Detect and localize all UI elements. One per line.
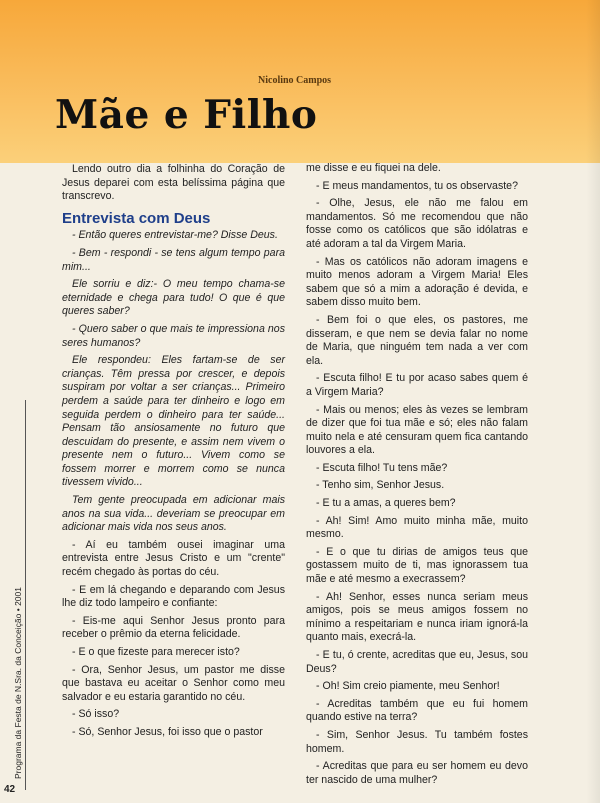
dialogue-paragraph: - Acreditas também que eu fui homem quando estive na terra?: [306, 697, 528, 724]
text-column-left: [62, 163, 285, 744]
publication-caption: Programa da Festa de N.Sra. da Conceição • 2001: [13, 587, 23, 779]
dialogue-paragraph: Ele sorriu e diz:- O meu tempo chama-se eternidade e chega para tudo! O que é que queres saber?: [62, 278, 285, 318]
dialogue-paragraph: - Então queres entrevistar-me? Disse Deus.: [72, 229, 278, 242]
margin-rule: [25, 400, 26, 790]
subheading: Entrevista com Deus: [62, 209, 211, 227]
dialogue-paragraph: - Ah! Senhor, esses nunca seriam meus amigos, pois se meus amigos fossem no mínimo a respeitariam e nunca iriam ignorá-la quanto mais, execrá-la.: [306, 590, 528, 644]
dialogue-paragraph: - E tu a amas, a queres bem?: [316, 497, 456, 510]
dialogue-paragraph: - Escuta filho! Tu tens mãe?: [316, 461, 448, 474]
text-column-right: [306, 162, 528, 791]
dialogue-paragraph: - Escuta filho! E tu por acaso sabes quem é a Virgem Maria?: [306, 372, 528, 398]
dialogue-paragraph: - E meus mandamentos, tu os observaste?: [316, 179, 518, 192]
dialogue-paragraph: - Mas os católicos não adoram imagens e muito menos adoram a Virgem Maria! Eles sabem que só a mim a adoração é devida, e sabem disso muito bem.: [306, 255, 528, 309]
dialogue-paragraph: - Bem - respondi - se tens algum tempo para mim...: [62, 246, 285, 273]
dialogue-paragraph: - Ah! Sim! Amo muito minha mãe, muito mesmo.: [306, 514, 528, 541]
dialogue-paragraph: - Bem foi o que eles, os pastores, me disseram, e que nem se devia falar no nome de Maria, que ninguém tem nada a ver com ela.: [306, 313, 528, 367]
dialogue-paragraph: - Acreditas que para eu ser homem eu devo ter nascido de uma mulher?: [306, 760, 528, 786]
dialogue-paragraph: Tem gente preocupada em adicionar mais anos na sua vida... deveriam se preocupar em adicionar mais vida nos seus anos.: [62, 494, 285, 534]
author-name: Nicolino Campos: [258, 75, 332, 86]
dialogue-paragraph: me disse e eu fiquei na dele.: [306, 162, 441, 174]
dialogue-paragraph: - Eis-me aqui Senhor Jesus pronto para receber o prêmio da eterna felicidade.: [62, 614, 285, 641]
column-left-body: [62, 229, 285, 739]
article-title: Mãe e Filho: [55, 92, 318, 138]
column-right-body: [306, 162, 528, 787]
page-edge-shadow: [586, 0, 600, 803]
dialogue-paragraph: - Ora, Senhor Jesus, um pastor me disse que bastava eu aceitar o Senhor como meu salvador e eu estaria garantido no céu.: [62, 663, 285, 703]
dialogue-paragraph: - Mais ou menos; eles às vezes se lembram de dizer que foi tua mãe e só; eles não falam muito nela e até censuram quem fica cantando louvores a ela.: [306, 403, 528, 457]
dialogue-paragraph: - Aí eu também ousei imaginar uma entrevista entre Jesus Cristo e um "crente" recém chegado às portas do céu.: [62, 538, 285, 579]
dialogue-paragraph: - E em lá chegando e deparando com Jesus lhe diz todo lampeiro e confiante:: [62, 583, 285, 610]
dialogue-paragraph: - Olhe, Jesus, ele não me falou em mandamentos. Só me recomendou que não fosse como os católicos que são idólatras e até adoram a tal da Virgem Maria.: [306, 197, 528, 250]
intro-paragraph: Lendo outro dia a folhinha do Coração de Jesus deparei com esta belíssima página que transcrevo.: [62, 163, 285, 203]
dialogue-paragraph: Ele respondeu: Eles fartam-se de ser crianças. Têm pressa por crescer, e depois suspiram por voltar a ser crianças... Primeiro perdem a saúde para ter dinheiro e logo em seguida perdem o dinheiro para ter saúde... Pensam tão ansiosamente no futuro que descuidam do presente, e assim nem vivem o presente nem o futuro... Vivem como se fossem morrer e morrem como se nunca tivessem vivido...: [62, 354, 285, 489]
dialogue-paragraph: - E o que tu dirias de amigos teus que gostassem muito de ti, mas ignorassem tua mãe e até mesmo a execrassem?: [306, 545, 528, 586]
dialogue-paragraph: - E tu, ó crente, acreditas que eu, Jesus, sou Deus?: [306, 649, 528, 675]
dialogue-paragraph: - Só, Senhor Jesus, foi isso que o pastor: [72, 725, 263, 738]
dialogue-paragraph: - Quero saber o que mais te impressiona nos seres humanos?: [62, 322, 285, 349]
dialogue-paragraph: - Sim, Senhor Jesus. Tu também fostes homem.: [306, 728, 528, 755]
dialogue-paragraph: - Tenho sim, Senhor Jesus.: [316, 479, 445, 492]
dialogue-paragraph: - E o que fizeste para merecer isto?: [72, 646, 240, 658]
page-number: 42: [4, 784, 16, 795]
dialogue-paragraph: - Oh! Sim creio piamente, meu Senhor!: [316, 680, 500, 693]
dialogue-paragraph: - Só isso?: [72, 708, 120, 721]
